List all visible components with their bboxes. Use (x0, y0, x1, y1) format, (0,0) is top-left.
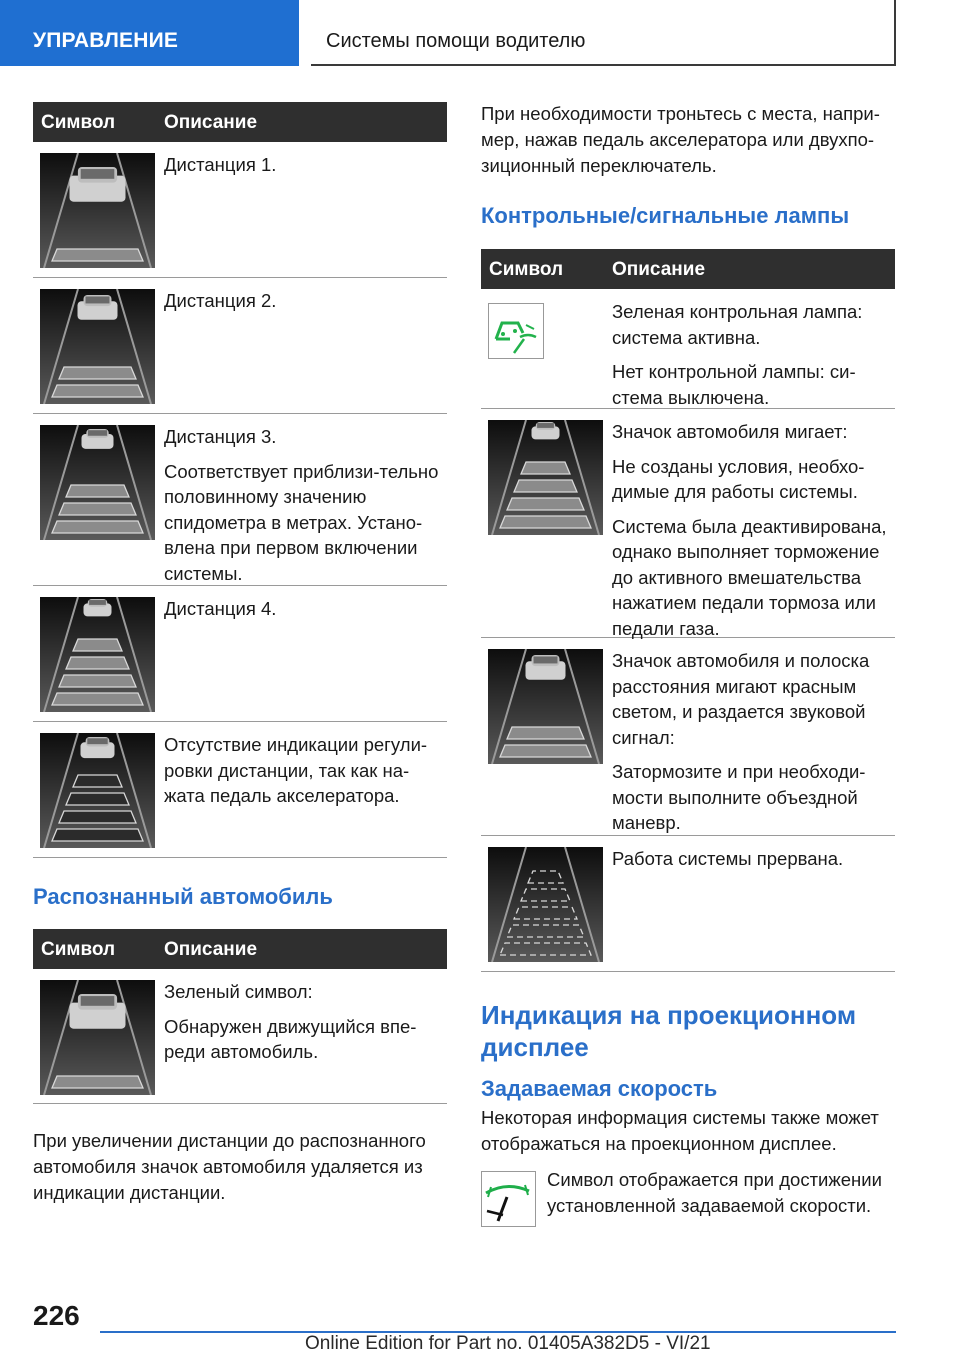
row-text: Зеленый символ: (164, 981, 313, 1002)
row-text: Нет контрольной лампы: си-стема выключена. (612, 361, 856, 408)
row-text: Дистанция 2. (164, 290, 277, 311)
col-description: Описание (612, 259, 706, 280)
recognized-vehicle-icon (40, 980, 155, 1095)
page-number: 226 (33, 1300, 80, 1331)
section-title: УПРАВЛЕНИЕ (33, 29, 179, 52)
table-row (481, 289, 895, 409)
paragraph: При необходимости троньтесь с места, напри-мер, нажав педаль акселератора или двухпо-зиционный переключатель. (481, 103, 880, 176)
row-text: Работа системы прервана. (612, 848, 844, 869)
left-column (33, 102, 447, 1206)
distance-3-icon (40, 425, 155, 540)
row-text: Дистанция 4. (164, 598, 277, 619)
subsection-title: Задаваемая скорость (481, 1076, 718, 1101)
table-row (481, 409, 895, 638)
distance-4-icon (40, 597, 155, 712)
row-text: Зеленая контрольная лампа: система активна. (612, 301, 863, 348)
section-heading: Распознанный автомобиль (33, 884, 333, 909)
row-text: Не созданы условия, необхо-димые для работы системы. (612, 455, 865, 502)
recognized-table-header (33, 929, 447, 969)
row-text: Затормозите и при необходи-мости выполните объездной маневр. (612, 761, 866, 833)
row-text: Дистанция 3. (164, 426, 277, 447)
paragraph: При увеличении дистанции до распознанного автомобиля значок автомобиля удаляется из индикации дистанции. (33, 1130, 426, 1203)
table-row (33, 142, 447, 278)
lamps-table-header (481, 249, 895, 289)
table-row (33, 586, 447, 722)
col-description: Описание (164, 939, 258, 960)
green-control-lamp-icon (488, 303, 544, 359)
table-row (33, 414, 447, 586)
col-symbol: Символ (41, 939, 116, 960)
section-heading: Контрольные/сигнальные лампы (481, 203, 850, 228)
col-symbol: Символ (489, 259, 564, 280)
vehicle-flashing-icon (488, 420, 603, 535)
vehicle-red-flashing-icon (488, 649, 603, 764)
table-row (481, 836, 895, 972)
col-description: Описание (164, 112, 258, 133)
paragraph: Символ отображается при достижении установленной задаваемой скорости. (547, 1169, 882, 1216)
distance-table-header (33, 102, 447, 142)
row-text: Дистанция 1. (164, 154, 277, 175)
row-text: Значок автомобиля мигает: (612, 421, 848, 442)
distance-1-icon (40, 153, 155, 268)
table-row (33, 969, 447, 1104)
section-title: Индикация на проекционном дисплее (481, 1000, 857, 1062)
speed-reached-icon (481, 1171, 536, 1227)
distance-2-icon (40, 289, 155, 404)
right-column (481, 102, 895, 1231)
row-text: Отсутствие индикации регули-ровки дистанции, так как на-жата педаль акселератора. (164, 734, 428, 806)
table-row (481, 638, 895, 836)
row-text: Система была деактивирована, однако выполняет торможение до активного вмешательства нажатием педали тормоза или педали газа. (612, 515, 887, 639)
hud-symbol-block (481, 1167, 895, 1231)
table-row (33, 722, 447, 858)
chapter-title: Системы помощи водителю (326, 30, 586, 52)
distance-none-icon (40, 733, 155, 848)
section-tab[interactable] (0, 0, 299, 66)
system-interrupted-icon (488, 847, 603, 962)
footer-edition: Online Edition for Part no. 01405A382D5 - VI/21 (305, 1333, 711, 1354)
row-text: Обнаружен движущийся впе-реди автомобиль. (164, 1015, 417, 1062)
row-text: Соответствует приблизи-тельно половинному значению спидометра в метрах. Устано-влена при первом включении системы. (164, 460, 439, 584)
col-symbol: Символ (41, 112, 116, 133)
table-row (33, 278, 447, 414)
paragraph: Некоторая информация системы также может отображаться на проекционном дисплее. (481, 1107, 879, 1154)
chapter-header (311, 0, 896, 66)
row-text: Значок автомобиля и полоска расстояния мигают красным светом, и раздается звуковой сигнал: (612, 650, 870, 748)
